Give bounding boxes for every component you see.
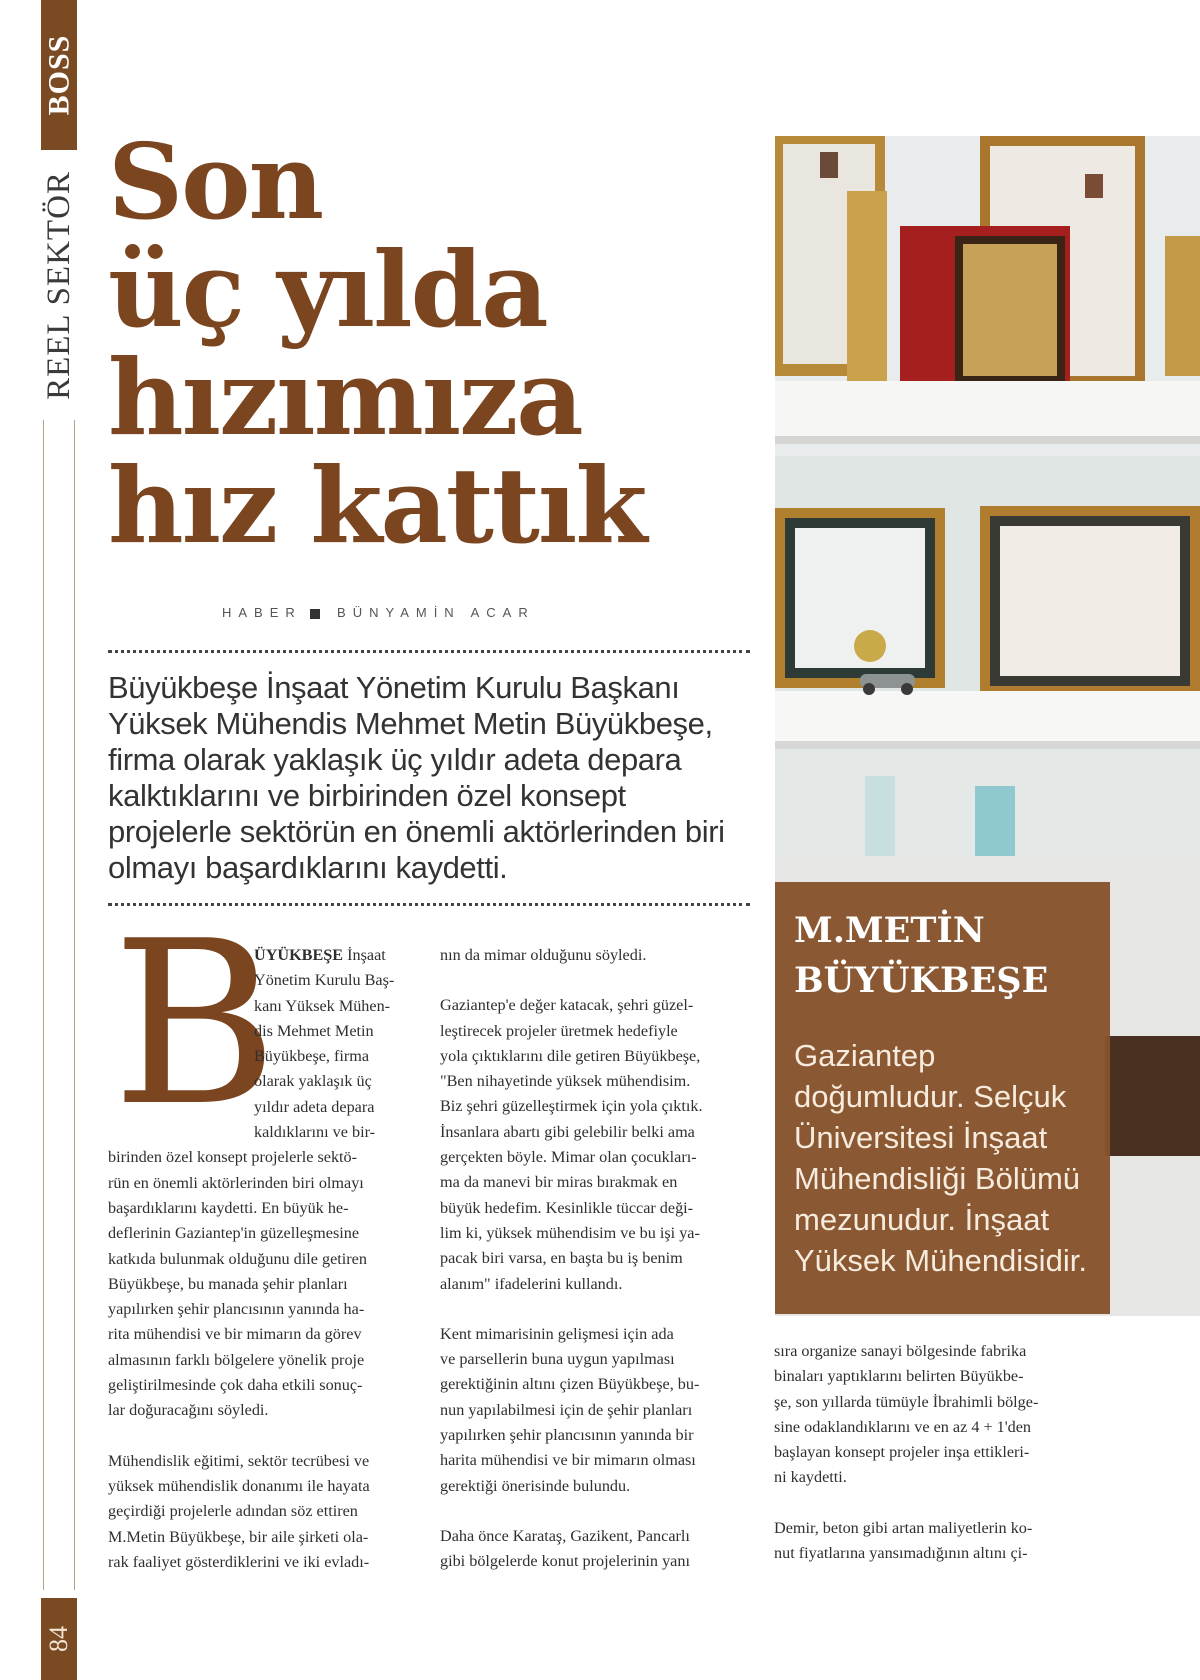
body-line: yapılırken şehir plancısının yanında bir (440, 1426, 694, 1445)
body-line: kanı Yüksek Mühen- (254, 996, 391, 1015)
body-line: ni kaydetti. (774, 1468, 847, 1487)
body-line: ve parsellerin buna uygun yapılması (440, 1350, 675, 1369)
sidebar-rule-left (43, 420, 44, 1590)
body-line: leştirecek projeler üretmek hedefiyle (440, 1021, 678, 1040)
body-line: nun yapılabilmesi için de şehir planları (440, 1400, 693, 1419)
body-line: Büyükbeşe, firma (254, 1047, 370, 1066)
body-line: Biz şehri güzelleştirmek için yola çıktık. (440, 1097, 703, 1116)
body-line: ma da manevi bir miras bırakmak en (440, 1173, 678, 1192)
info-name-line: BÜYÜKBEŞE (794, 960, 1049, 1001)
sidebar-rule-right (74, 420, 75, 1590)
body-line: şe, son yıllarda tümüyle İbrahimli bölge- (774, 1392, 1039, 1411)
info-bio-line: mezunudur. İnşaat (794, 1202, 1050, 1237)
body-line: gerektiği önerisinde bulundu. (440, 1476, 631, 1495)
body-line: Büyükbeşe, bu manada şehir planları (108, 1274, 348, 1293)
headline-line: hızımıza (108, 336, 582, 459)
byline (222, 605, 535, 620)
body-line: Daha önce Karataş, Gazikent, Pancarlı (440, 1526, 690, 1545)
info-bio-line: Üniversitesi İnşaat (794, 1120, 1048, 1155)
info-bio-line: Mühendisliği Bölümü (794, 1161, 1081, 1196)
lead-line: kalktıklarını ve birbirinden özel konsept (108, 778, 626, 813)
body-line: Yönetim Kurulu Baş- (254, 971, 395, 990)
body-line: geliştirilmesinde çok daha etkili sonuç- (108, 1376, 363, 1395)
body-line: "Ben nihayetinde yüksek mühendisim. (440, 1072, 691, 1091)
body-line: ÜYÜKBEŞE İnşaat (254, 946, 386, 964)
headline-line: üç yılda (108, 228, 547, 351)
body-column-2 (440, 943, 750, 1575)
page-number: 84 (41, 1598, 77, 1680)
lead-paragraph (108, 670, 748, 886)
lead-line: olmayı başardıklarını kaydetti. (108, 850, 508, 885)
brand-logo (41, 0, 77, 150)
info-box-name (794, 906, 1048, 1006)
body-line: alanım" ifadelerini kullandı. (440, 1274, 623, 1293)
lead-line: Büyükbeşe İnşaat Yönetim Kurulu Başkanı (108, 670, 680, 705)
info-bio-line: doğumludur. Selçuk (794, 1079, 1067, 1114)
dotted-divider-top (108, 650, 750, 653)
body-line: geçirdiği projelerle adından söz ettiren (108, 1502, 358, 1521)
body-line: birinden özel konsept projelerle sektö- (108, 1148, 358, 1167)
body-line: yola çıktıklarını dile getiren Büyükbeşe, (440, 1046, 701, 1065)
body-line: olarak yaklaşık üç (254, 1072, 372, 1091)
body-line: binaları yaptıklarını belirten Büyükbe- (774, 1367, 1024, 1386)
body-line: nın da mimar olduğunu söyledi. (440, 946, 647, 964)
body-line: sine odaklandıklarını ve en az 4 + 1'den (774, 1417, 1032, 1436)
body-line: Gaziantep'e değer katacak, şehri güzel- (440, 996, 694, 1015)
body-line: lar doğuracağını söyledi. (108, 1401, 269, 1420)
body-line: başlayan konsept projeler inşa ettikleri- (774, 1443, 1030, 1462)
body-line: İnsanlara abartı gibi gelebilir belki ama (440, 1122, 695, 1141)
section-label: REEL SEKTÖR (40, 170, 77, 400)
info-bio-line: Gaziantep (794, 1038, 936, 1073)
body-line: rak faaliyet gösterdiklerini ve iki evladı- (108, 1552, 370, 1571)
brand-text: BOSS (42, 34, 75, 116)
square-bullet-icon (310, 609, 320, 619)
body-line: yıldır adeta depara (254, 1097, 375, 1116)
body-line: Kent mimarisinin gelişmesi için ada (440, 1324, 674, 1343)
body-line: deflerinin Gaziantep'in güzelleşmesine (108, 1224, 360, 1243)
body-line: pacak biri varsa, en başta bu iş benim (440, 1249, 683, 1268)
lead-line: projelerle sektörün en önemli aktörlerinden biri (108, 814, 725, 849)
body-line: rün en önemli aktörlerinden biri olmayı (108, 1173, 364, 1192)
body-line: yüksek mühendislik donanımı ile hayata (108, 1476, 370, 1495)
body-line: M.Metin Büyükbeşe, bir aile şirketi ola- (108, 1527, 369, 1546)
body-line: Demir, beton gibi artan maliyetlerin ko- (774, 1518, 1033, 1537)
body-line: büyük hedefim. Kesinlikle tüccar deği- (440, 1198, 694, 1217)
body-line: gerçekten böyle. Mimar olan çocukları- (440, 1148, 697, 1167)
body-line: kaldıklarını ve bir- (254, 1123, 376, 1142)
info-name-line: M.METİN (794, 910, 985, 951)
byline-category: HABER (222, 605, 302, 620)
body-line: dis Mehmet Metin (254, 1021, 374, 1040)
body-line: rita mühendisi ve bir mimarın da görev (108, 1325, 362, 1344)
body-line: Mühendislik eğitimi, sektör tecrübesi ve (108, 1451, 370, 1470)
body-line: gerektiğinin altını çizen Büyükbeşe, bu- (440, 1375, 700, 1394)
body-line: lim ki, yüksek mühendisim ve bu işi ya- (440, 1223, 700, 1242)
drop-cap: B (112, 893, 279, 1156)
headline (108, 120, 748, 567)
body-column-1 (108, 943, 418, 1575)
lead-line: Yüksek Mühendis Mehmet Metin Büyükbeşe, (108, 706, 713, 741)
byline-author: BÜNYAMİN ACAR (337, 605, 535, 620)
body-line: başardıklarını kaydetti. En büyük he- (108, 1198, 349, 1217)
body-column-3 (774, 1339, 1084, 1566)
headline-line: hız kattık (108, 444, 646, 567)
info-box-bio (794, 1035, 1087, 1281)
body-line: gibi bölgelerde konut projelerinin yanı (440, 1552, 690, 1571)
body-line: harita mühendisi ve bir mimarın olması (440, 1451, 696, 1470)
body-line: nut fiyatlarına yansımadığının altını çi- (774, 1544, 1028, 1563)
lead-line: firma olarak yaklaşık üç yıldır adeta depara (108, 742, 682, 777)
body-line: yapılırken şehir plancısının yanında ha- (108, 1300, 365, 1319)
headline-line: Son (108, 120, 323, 243)
body-line: katkıda bulunmak olduğunu dile getiren (108, 1249, 367, 1268)
info-bio-line: Yüksek Mühendisidir. (794, 1243, 1087, 1278)
body-line: sıra organize sanayi bölgesinde fabrika (774, 1342, 1027, 1360)
body-line: almasının farklı bölgelere yönelik proje (108, 1350, 365, 1369)
